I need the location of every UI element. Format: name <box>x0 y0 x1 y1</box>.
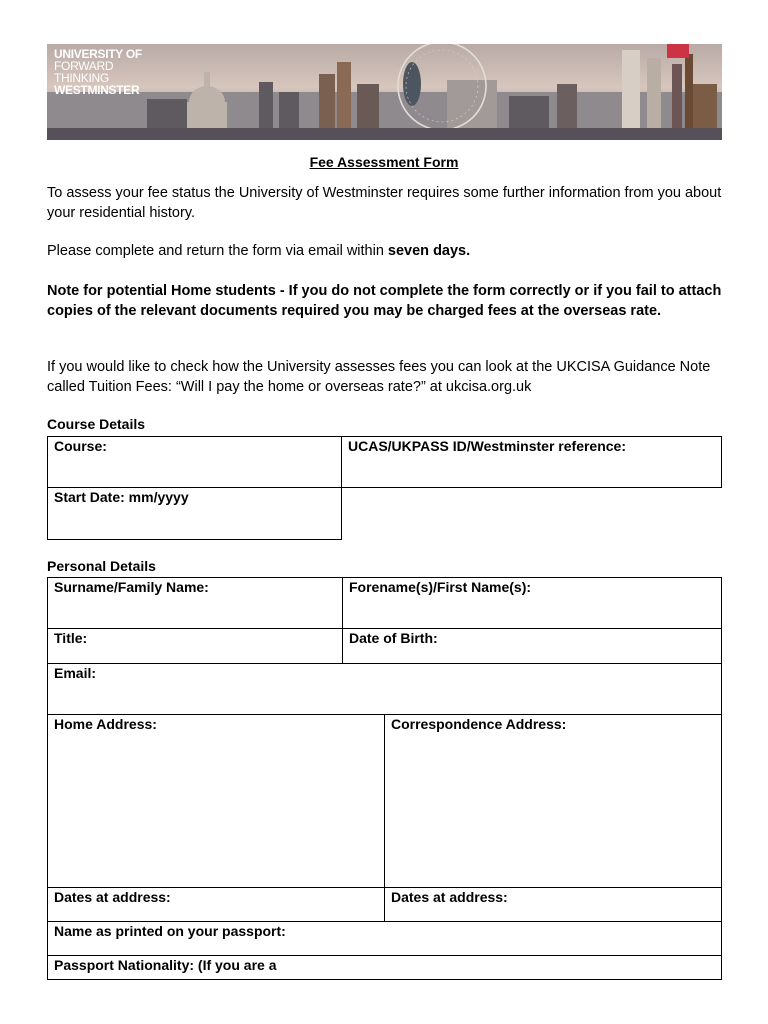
passport-name-field[interactable] <box>47 921 722 956</box>
reference-label: UCAS/UKPASS ID/Westminster reference: <box>348 438 627 454</box>
personal-details-heading: Personal Details <box>47 558 156 574</box>
intro-paragraph-2 <box>47 242 727 262</box>
email-label: Email: <box>54 665 97 681</box>
correspondence-dates-label: Dates at address: <box>391 889 508 905</box>
passport-name-label: Name as printed on your passport: <box>54 923 286 939</box>
guidance-paragraph: If you would like to check how the University assesses fees you can look at the UKCISA Guidance Note called Tuition Fees: “Will I pay the home or overseas rate?” at ukcisa.org.uk <box>47 359 711 395</box>
london-skyline-image <box>47 44 722 140</box>
home-dates-label: Dates at address: <box>54 889 171 905</box>
course-details-heading: Course Details <box>47 416 146 432</box>
home-dates-field[interactable] <box>47 887 385 922</box>
reference-field[interactable] <box>341 436 722 488</box>
home-students-note: Note for potential Home students - If you do not complete the form correctly or if you fail to attach copies of the relevant documents required you may be charged fees at the overseas rate. <box>47 283 722 319</box>
intro-paragraph-2-text: Please complete and return the form via email within <box>47 243 388 259</box>
course-label: Course: <box>54 438 107 454</box>
logo-line-3: THINKING <box>54 71 109 85</box>
start-date-field[interactable] <box>47 487 342 540</box>
surname-field[interactable] <box>47 577 343 629</box>
dob-label: Date of Birth: <box>349 630 438 646</box>
course-field[interactable] <box>47 436 342 488</box>
university-logo <box>54 48 142 96</box>
passport-nationality-label: Passport Nationality: (If you are a <box>54 957 277 973</box>
correspondence-address-label: Correspondence Address: <box>391 716 567 732</box>
logo-line-1: UNIVERSITY OF <box>54 47 142 61</box>
deadline-emphasis: seven days. <box>387 243 471 259</box>
forename-label: Forename(s)/First Name(s): <box>349 579 532 595</box>
forename-field[interactable] <box>342 577 722 629</box>
home-address-label: Home Address: <box>54 716 157 732</box>
correspondence-dates-field[interactable] <box>384 887 722 922</box>
logo-line-4: WESTMINSTER <box>54 83 140 97</box>
form-title: Fee Assessment Form <box>309 154 459 170</box>
correspondence-address-field[interactable] <box>384 714 722 888</box>
surname-label: Surname/Family Name: <box>54 579 209 595</box>
passport-nationality-field[interactable] <box>47 955 722 980</box>
dob-field[interactable] <box>342 628 722 664</box>
intro-paragraph-1: To assess your fee status the University of Westminster requires some further information from you about your residential history. <box>47 185 722 221</box>
home-address-field[interactable] <box>47 714 385 888</box>
header-banner <box>47 44 722 140</box>
start-date-label: Start Date: mm/yyyy <box>54 489 189 505</box>
title-field[interactable] <box>47 628 343 664</box>
logo-line-2: FORWARD <box>54 59 114 73</box>
title-label: Title: <box>54 630 88 646</box>
email-field[interactable] <box>47 663 722 715</box>
